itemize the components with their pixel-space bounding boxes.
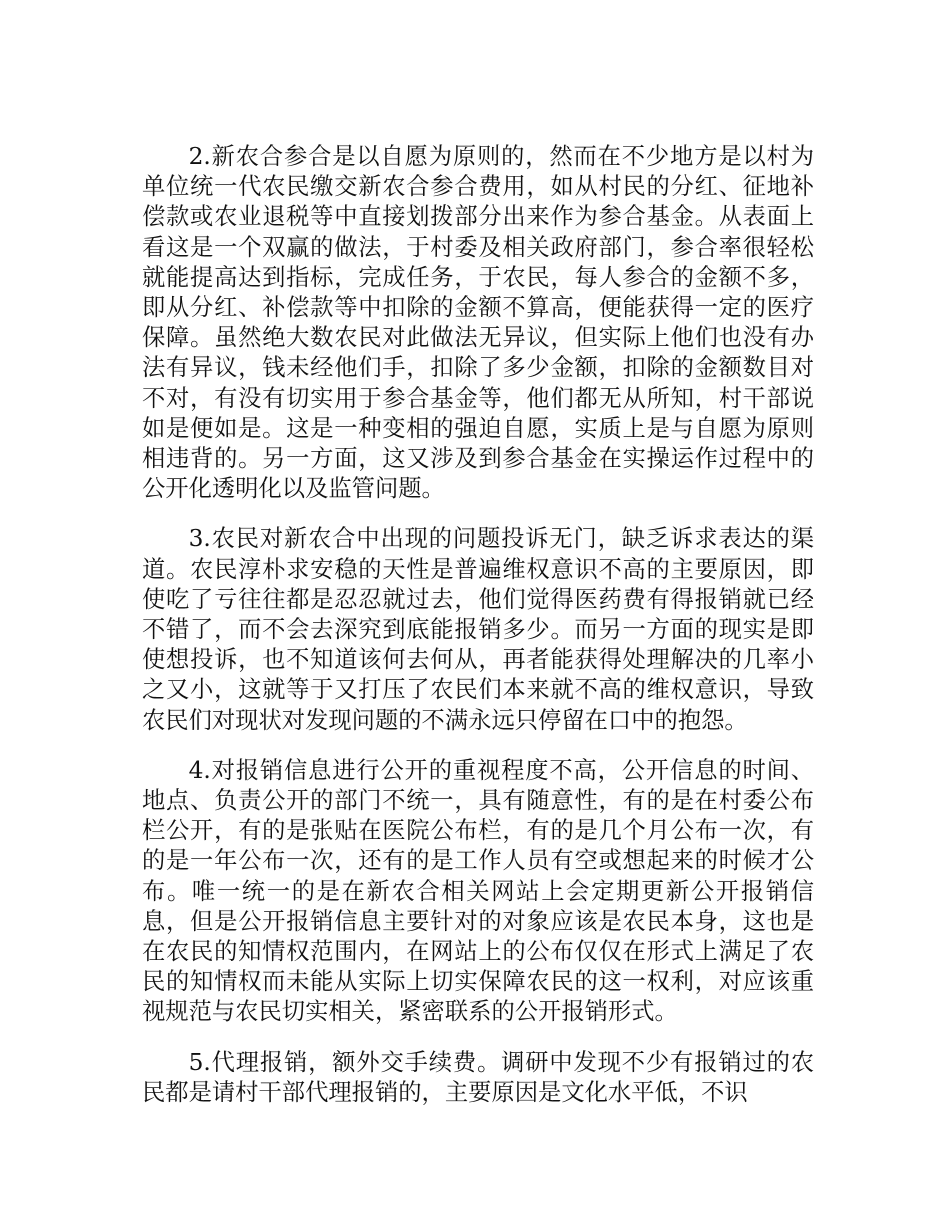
paragraph-4: 4.对报销信息进行公开的重视程度不高，公开信息的时间、地点、负责公开的部门不统一，具有随意性，有的是在村委公布栏公开，有的是张贴在医院公布栏，有的是几个月公布一次，有的是一年公布一次，还有的是工作人员有空或想起来的时候才公布。唯一统一的是在新农合相关网站上会定期更新公开报销信息，但是公开报销信息主要针对的对象应该是农民本身，这也是在农民的知情权范围内，在网站上的公布仅仅在形式上满足了农民的知情权而未能从实际上切实保障农民的这一权利，对应该重视规范与农民切实相关，紧密联系的公开报销形式。 xyxy=(142,756,814,1026)
paragraph-3: 3.农民对新农合中出现的问题投诉无门，缺乏诉求表达的渠道。农民淳朴求安稳的天性是普遍维权意识不高的主要原因，即使吃了亏往往都是忍忍就过去，他们觉得医药费有得报销就已经不错了，而不会去深究到底能报销多少。而另一方面的现实是即使想投诉，也不知道该何去何从，再者能获得处理解决的几率小之又小，这就等于又打压了农民们本来就不高的维权意识，导致农民们对现状对发现问题的不满永远只停留在口中的抱怨。 xyxy=(142,525,814,734)
document-body xyxy=(142,142,814,1108)
paragraph-5: 5.代理报销，额外交手续费。调研中发现不少有报销过的农民都是请村干部代理报销的，主要原因是文化水平低，不识 xyxy=(142,1048,814,1106)
paragraph-2: 2.新农合参合是以自愿为原则的，然而在不少地方是以村为单位统一代农民缴交新农合参合费用，如从村民的分红、征地补偿款或农业退税等中直接划拨部分出来作为参合基金。从表面上看这是一个双赢的做法，于村委及相关政府部门，参合率很轻松就能提高达到指标，完成任务，于农民，每人参合的金额不多，即从分红、补偿款等中扣除的金额不算高，便能获得一定的医疗保障。虽然绝大数农民对此做法无异议，但实际上他们也没有办法有异议，钱未经他们手，扣除了多少金额，扣除的金额数目对不对，有没有切实用于参合基金等，他们都无从所知，村干部说如是便如是。这是一种变相的强迫自愿，实质上是与自愿为原则相违背的。另一方面，这又涉及到参合基金在实操运作过程中的公开化透明化以及监管问题。 xyxy=(142,143,814,503)
